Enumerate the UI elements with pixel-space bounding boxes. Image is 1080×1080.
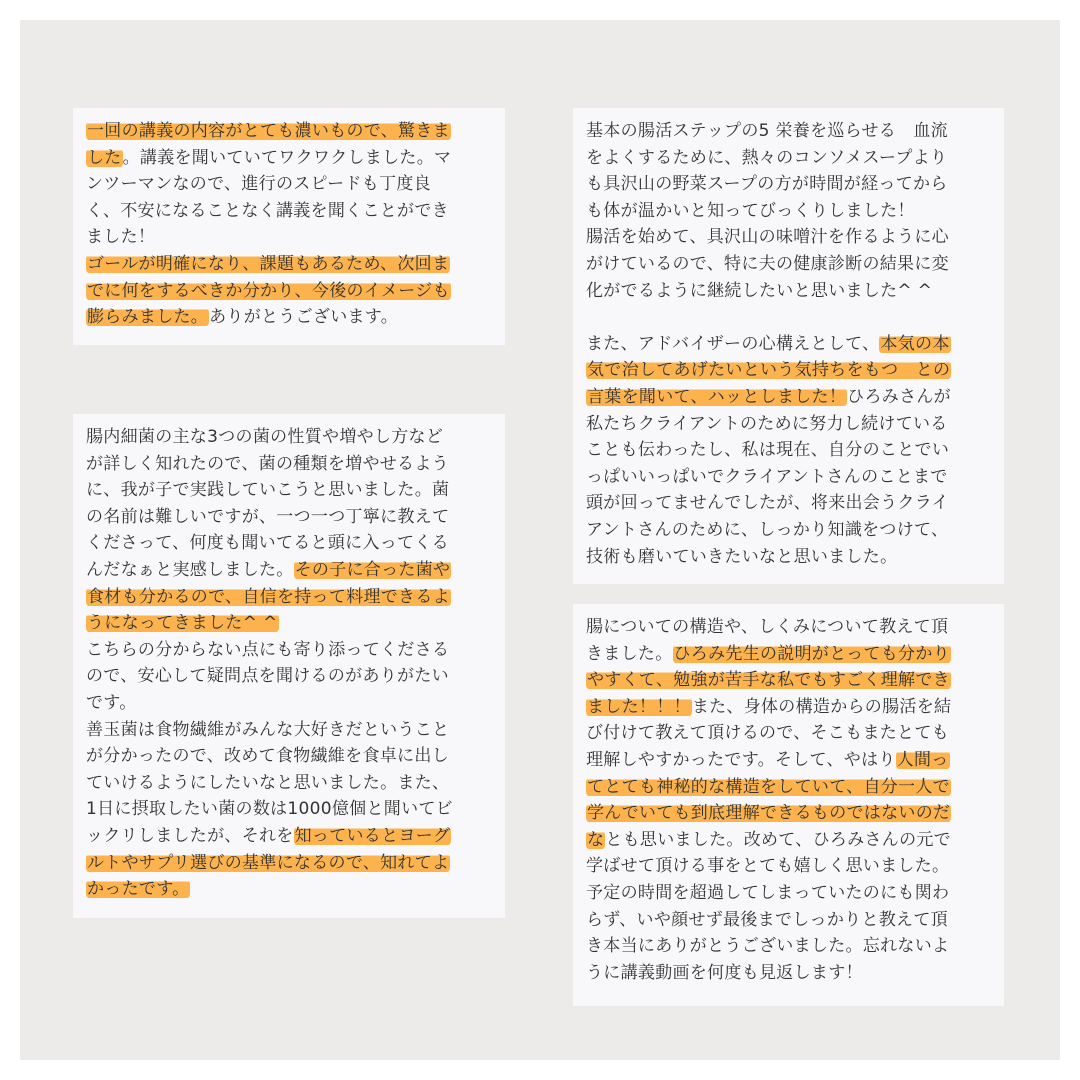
text-line — [86, 876, 492, 903]
highlighted-text: 食材も分かるので、自信を持って料理できるよ — [87, 586, 450, 607]
text-line — [586, 118, 991, 145]
body-text: らず、いや顔せず最後までしっかりと教えて頂 — [586, 909, 948, 930]
text-line — [586, 251, 991, 278]
text-line — [586, 853, 991, 880]
text-line — [586, 357, 991, 384]
highlighted-text: 知っているとヨーグ — [294, 825, 451, 846]
body-text: 予定の時間を超過してしまっていたのにも関わ — [586, 882, 950, 903]
highlighted-text: ゴールが明確になり、課題もあるため、次回ま — [87, 253, 450, 274]
body-text: アントさんのために、しっかり知識をつけて、 — [586, 519, 949, 540]
text-line — [86, 690, 492, 717]
body-text: ひろみさんが — [847, 386, 951, 407]
text-line — [586, 747, 991, 774]
text-line — [586, 517, 991, 544]
body-text: に、我が子で実践していこうと思いました。菌 — [86, 480, 450, 501]
body-text: っぱいいっぱいでクライアントさんのことまで — [586, 466, 948, 487]
text-line — [86, 278, 492, 305]
body-text: 。講義を聞いていてワクワクしました。マ — [122, 147, 452, 168]
text-line — [586, 800, 991, 827]
text-line — [86, 796, 492, 823]
body-text: 腸についての構造や、しくみについて教えて頂 — [586, 617, 949, 637]
body-text: が分かったので、改めて食物繊維を食卓に出し — [86, 746, 449, 767]
body-text: 私たちクライアントのために努力し続けている — [586, 413, 948, 434]
highlighted-text: かったです。 — [87, 879, 190, 900]
text-line — [586, 490, 991, 517]
highlighted-text: ひろみ先生の説明がとっても分かり — [673, 643, 950, 664]
testimonial-card-3 — [573, 108, 1004, 584]
body-text: ンツーマンなので、進行のスピードも丁度良 — [86, 174, 431, 195]
text-line — [86, 251, 492, 278]
body-text: 技術も磨いていきたいなと思いました。 — [586, 546, 898, 567]
body-text: とも思いました。改めて、ひろみさんの元で — [605, 829, 951, 850]
highlighted-text: した — [87, 147, 122, 168]
text-line — [86, 584, 492, 611]
body-text: 理解しやすかったです。そして、やはり — [586, 749, 896, 770]
text-line — [586, 694, 991, 721]
testimonial-card-1 — [73, 108, 505, 345]
body-text: きました。 — [586, 643, 673, 664]
body-text: も体が温かいと知ってびっくりしました！ — [586, 200, 915, 221]
text-line — [86, 145, 492, 172]
highlighted-text: 学んでいても到底理解できるものではないのだ — [587, 803, 951, 824]
text-line — [86, 224, 492, 251]
text-line — [586, 774, 991, 801]
body-text: をよくするために、熱々のコンソメスープより — [586, 147, 948, 168]
body-text: ありがとうございます。 — [209, 307, 399, 328]
body-text: も具沢山の野菜スープの方が時間が経ってから — [586, 174, 948, 195]
text-line — [86, 451, 492, 478]
text-line — [586, 198, 991, 225]
body-text: が詳しく知れたので、菌の種類を増やせるよう — [86, 453, 449, 474]
text-line — [86, 663, 492, 690]
highlighted-text: その子に合った菌や — [294, 559, 451, 580]
text-line — [86, 477, 492, 504]
text-line — [586, 880, 991, 907]
highlighted-text: ました！！！ — [587, 696, 691, 717]
blank-line — [586, 304, 991, 331]
highlighted-text: やすくて、勉強が苦手な私でもすごく理解でき — [587, 670, 950, 691]
text-line — [586, 437, 991, 464]
body-text: くださって、何度も聞いてると頭に入ってくる — [86, 533, 449, 554]
body-text: 化がでるように継続したいと思いました^ ^ — [586, 280, 933, 301]
text-line — [86, 530, 492, 557]
body-text: うに講義動画を何度も見返します！ — [586, 962, 863, 983]
text-line — [586, 544, 991, 571]
body-text: ていけるようにしたいなと思いました。また、 — [86, 772, 450, 793]
text-line — [86, 118, 492, 145]
text-line — [586, 933, 991, 960]
text-line — [586, 145, 991, 172]
body-text: また、アドバイザーの心構えとして、 — [586, 333, 880, 354]
text-line — [86, 717, 492, 744]
text-line — [586, 720, 991, 747]
body-text: です。 — [86, 692, 137, 713]
text-line — [586, 411, 991, 438]
testimonial-card-4 — [573, 604, 1004, 1006]
body-text: 基本の腸活ステップの5 栄養を巡らせる 血流 — [586, 121, 948, 141]
text-line — [86, 850, 492, 877]
highlighted-text: な — [587, 829, 605, 850]
highlighted-text: 本気の本 — [880, 333, 950, 354]
highlighted-text: 一回の講義の内容がとても濃いもので、驚きま — [87, 121, 450, 141]
body-text: また、身体の構造からの腸活を結 — [691, 696, 952, 717]
text-line — [586, 827, 991, 854]
testimonial-board — [20, 20, 1060, 1060]
body-text: ので、安心して疑問点を聞けるのがありがたい — [86, 666, 449, 687]
text-line — [86, 637, 492, 664]
highlighted-text: でに何をするべきか分かり、今後のイメージも — [87, 280, 450, 301]
text-line — [586, 667, 991, 694]
text-line — [586, 907, 991, 934]
text-line — [86, 743, 492, 770]
highlighted-text: 膨らみました。 — [87, 307, 209, 328]
text-line — [86, 304, 492, 331]
text-line — [586, 171, 991, 198]
testimonial-card-2 — [73, 414, 505, 918]
body-text: び付けて教えて頂けるので、そこもまたとても — [586, 723, 949, 744]
text-line — [86, 424, 492, 451]
text-line — [86, 198, 492, 225]
text-line — [586, 960, 991, 987]
highlighted-text: 言葉を聞いて、ハッとしました！ — [587, 386, 847, 407]
text-line — [586, 464, 991, 491]
text-line — [86, 770, 492, 797]
highlighted-text: 気で治してあげたいという気持ちをもつ との — [587, 360, 951, 381]
text-line — [86, 610, 492, 637]
text-line — [586, 614, 991, 641]
highlighted-text: うになってきました^ ^ — [87, 613, 278, 634]
body-text: く、不安になることなく講義を聞くことができ — [86, 200, 449, 221]
text-line — [86, 504, 492, 531]
body-text: ことも伝わったし、私は現在、自分のことでい — [586, 440, 950, 461]
body-text: ました！ — [86, 227, 156, 248]
text-line — [586, 641, 991, 668]
text-line — [86, 557, 492, 584]
highlighted-text: ルトやサプリ選びの基準になるので、知れてよ — [87, 852, 450, 873]
highlighted-text: 人間っ — [896, 749, 949, 770]
body-text: こちらの分からない点にも寄り添ってくださる — [86, 639, 450, 660]
body-text: 腸活を始めて、具沢山の味噌汁を作るように心 — [586, 227, 949, 248]
body-text: 腸内細菌の主な3つの菌の性質や増やし方など — [86, 427, 444, 447]
text-line — [86, 823, 492, 850]
highlighted-text: てとても神秘的な構造をしていて、自分一人で — [587, 776, 950, 797]
body-text: 学ばせて頂ける事をとても嬉しく思いました。 — [586, 856, 950, 877]
body-text: 頭が回ってませんでしたが、将来出会うクライ — [586, 493, 949, 514]
text-line — [586, 224, 991, 251]
body-text: 1日に摂取したい菌の数は1000億個と聞いてビ — [86, 799, 453, 820]
text-line — [586, 278, 991, 305]
body-text: んだなぁと実感しました。 — [86, 559, 294, 580]
body-text: 善玉菌は食物繊維がみんな大好きだということ — [86, 719, 450, 740]
body-text: の名前は難しいですが、一つ一つ丁寧に教えて — [86, 506, 450, 527]
text-line — [586, 331, 991, 358]
body-text: がけているので、特に夫の健康診断の結果に変 — [586, 253, 949, 274]
text-line — [86, 171, 492, 198]
body-text: ックリしましたが、それを — [86, 825, 294, 846]
body-text: き本当にありがとうございました。忘れないよ — [586, 936, 950, 957]
text-line — [586, 384, 991, 411]
